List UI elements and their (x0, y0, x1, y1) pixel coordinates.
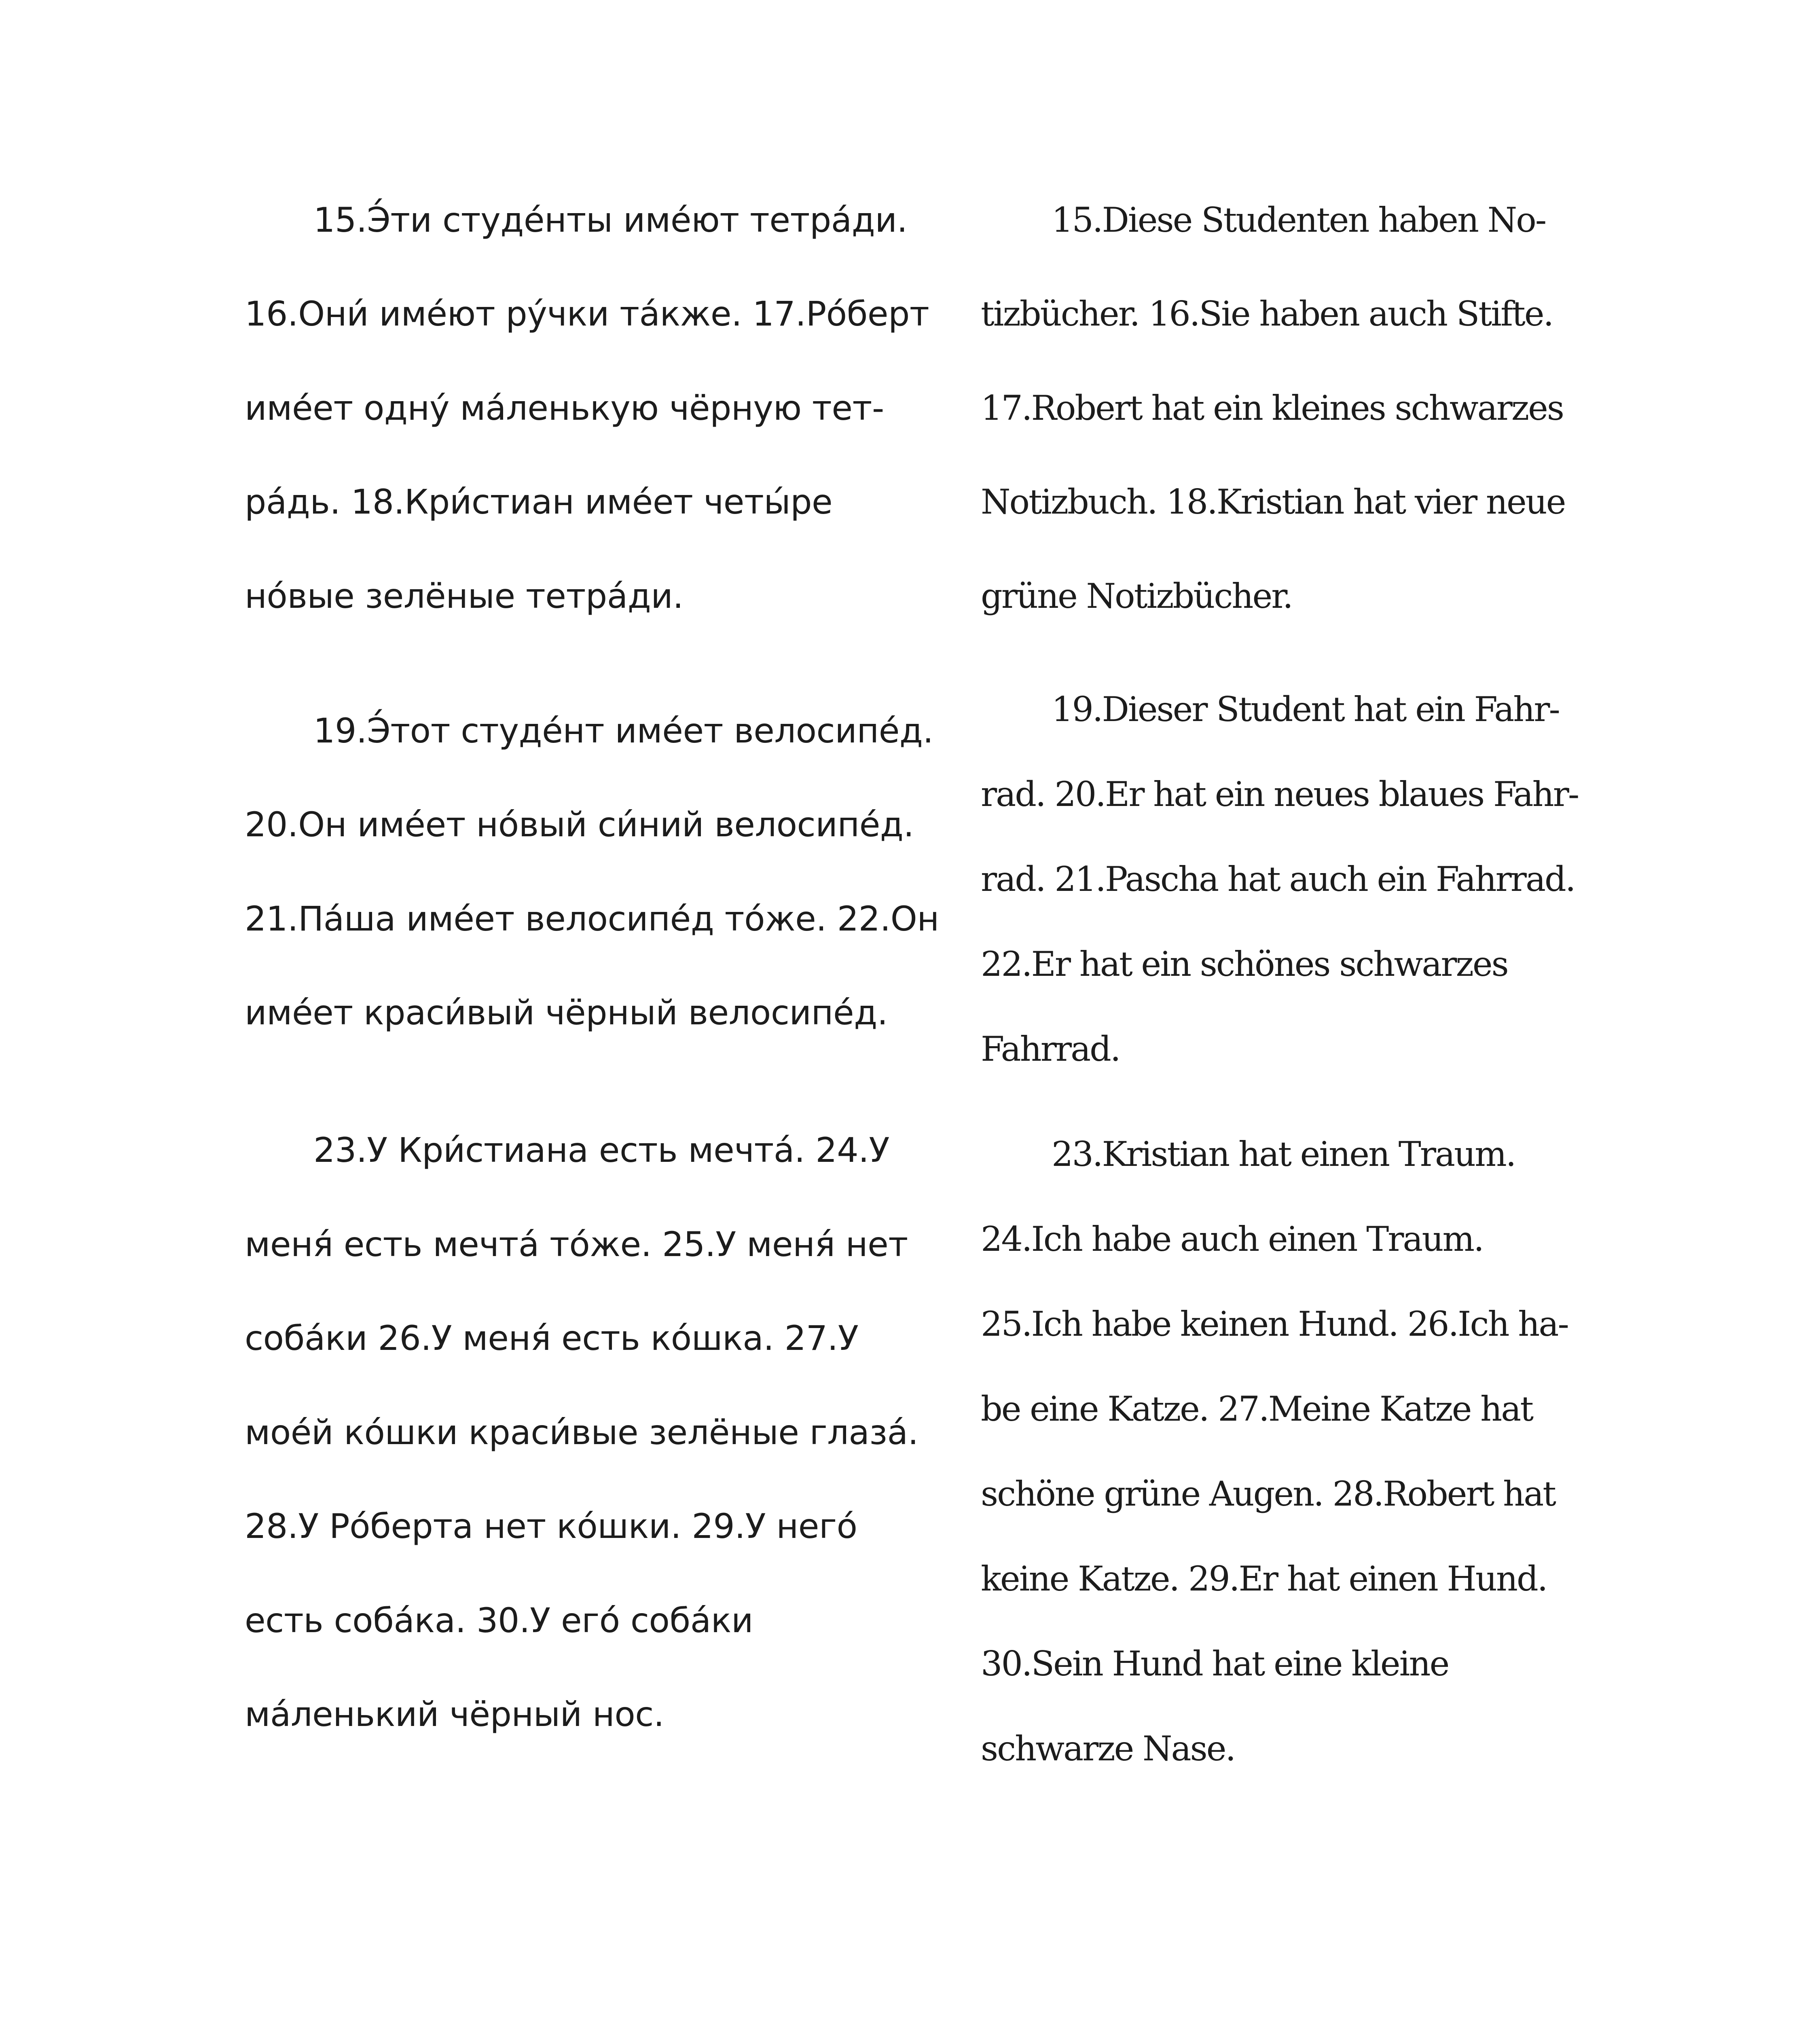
text-line: 30.Sein Hund hat eine kleine (981, 1644, 1449, 1684)
text-line: schwarze Nase. (981, 1729, 1235, 1768)
text-line: 23.У Кри́стиана есть мечта́. 24.У (313, 1130, 890, 1170)
text-line: 22.Er hat ein schönes schwarzes (981, 944, 1508, 984)
text-line: schöne grüne Augen. 28.Robert hat (981, 1474, 1555, 1514)
text-line: 24.Ich habe auch einen Traum. (981, 1219, 1483, 1259)
text-line: grüne Notizbücher. (981, 576, 1292, 616)
text-line: tizbücher. 16.Sie haben auch Stifte. (981, 294, 1553, 334)
text-line: 15.Э́ти студе́нты име́ют тетра́ди. (313, 200, 908, 240)
text-line: меня́ есть мечта́ то́же. 25.У меня́ нет (245, 1225, 908, 1264)
text-line: но́вые зелёные тетра́ди. (245, 576, 684, 616)
text-line: 17.Robert hat ein kleines schwarzes (981, 388, 1563, 428)
text-line: ма́ленький чёрный нос. (245, 1694, 665, 1734)
text-line: ра́дь. 18.Кри́стиан име́ет четы́ре (245, 482, 833, 522)
text-line: 23.Kristian hat einen Traum. (1052, 1134, 1515, 1174)
text-line: 16.Они́ име́ют ру́чки та́кже. 17.Ро́берт (245, 294, 929, 334)
text-line: 20.Он име́ет но́вый си́ний велосипе́д. (245, 805, 914, 844)
text-line: 19.Dieser Student hat ein Fahr- (1052, 690, 1559, 729)
text-line: 21.Па́ша име́ет велосипе́д то́же. 22.Он (245, 899, 939, 939)
text-line: 15.Diese Studenten haben No- (1052, 200, 1546, 240)
text-line: Fahrrad. (981, 1029, 1120, 1069)
text-line: есть соба́ка. 30.У его́ соба́ки (245, 1601, 753, 1640)
text-line: мое́й ко́шки краси́вые зелёные глаза́. (245, 1413, 918, 1452)
text-line: 19.Э́тот студе́нт име́ет велосипе́д. (313, 711, 933, 751)
text-line: 25.Ich habe keinen Hund. 26.Ich ha- (981, 1304, 1568, 1344)
text-line: соба́ки 26.У меня́ есть ко́шка. 27.У (245, 1318, 859, 1358)
text-line: be eine Katze. 27.Meine Katze hat (981, 1389, 1533, 1429)
text-line: keine Katze. 29.Er hat einen Hund. (981, 1559, 1547, 1599)
text-line: rad. 20.Er hat ein neues blaues Fahr- (981, 774, 1579, 814)
text-line: 28.У Ро́берта нет ко́шки. 29.У него́ (245, 1506, 857, 1546)
text-line: rad. 21.Pascha hat auch ein Fahrrad. (981, 859, 1575, 899)
text-line: Notizbuch. 18.Kristian hat vier neue (981, 482, 1565, 522)
text-line: име́ет краси́вый чёрный велосипе́д. (245, 993, 888, 1032)
text-line: име́ет одну́ ма́ленькую чёрную тет- (245, 388, 884, 428)
